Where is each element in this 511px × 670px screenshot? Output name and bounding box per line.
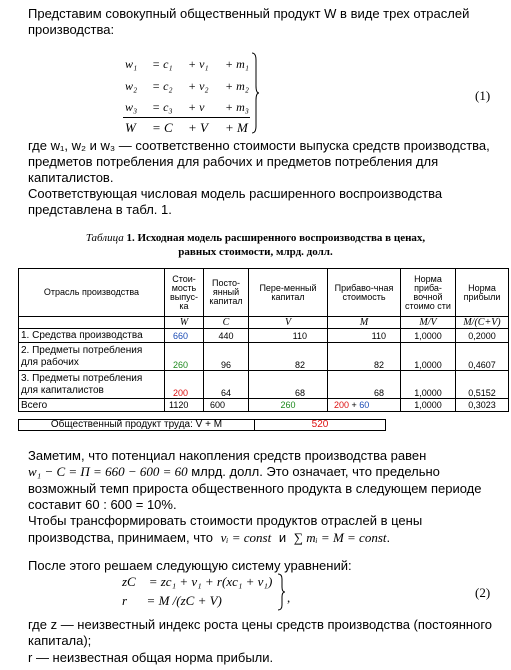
row2-mcv: 0,4607	[456, 343, 509, 371]
unit-m: M	[328, 317, 401, 329]
sys1-r1-c2: + v₂	[188, 79, 209, 93]
para2-line-3: возможный темп прироста общественного продукта в следующем периоде	[28, 481, 482, 496]
unit-w: W	[165, 317, 204, 329]
row1-label: 1. Средства производства	[19, 329, 165, 343]
equation-2-comma: ,	[287, 590, 291, 605]
row1-mv: 1,0000	[401, 329, 456, 343]
para2-line-2-rest: млрд. долл. Это означает, что предельно	[187, 464, 440, 479]
table-1	[18, 268, 509, 412]
table-row	[19, 343, 509, 371]
para2-formula-sum: ∑ mᵢ = M = const	[293, 530, 387, 545]
sys1-r3-c3: + M	[225, 120, 248, 135]
para2-line-6	[28, 530, 390, 546]
para2-line-5: Чтобы трансформировать стоимости продуктов отраслей в цены	[28, 513, 423, 528]
para4-line-3: r — неизвестная общая норма прибыли.	[28, 650, 274, 665]
total-label: Всего	[19, 399, 165, 412]
table-header-row	[19, 269, 509, 317]
sys1-r2-c1: = c₃	[152, 100, 173, 114]
para2-formula: w₁ − C = П = 660 − 600 = 60	[28, 464, 188, 479]
table-caption-prefix: Таблица	[85, 232, 124, 244]
total-m-blue: 60	[359, 400, 370, 410]
equation-number-2: (2)	[475, 585, 491, 600]
sys1-brace	[250, 52, 260, 134]
row3-label: 3. Предметы потребления для капиталистов	[19, 371, 165, 399]
unit-empty	[19, 317, 165, 329]
unit-v: V	[249, 317, 328, 329]
after1-line-4: Соответствующая числовая модель расширенного воспроизводства	[28, 186, 443, 201]
total-mv: 1,0000	[401, 399, 456, 412]
row3-w: 200	[165, 371, 204, 399]
total-m-red: 200	[334, 400, 350, 410]
row1-w: 660	[165, 329, 204, 343]
table-units-row	[19, 317, 509, 329]
row3-m: 68	[328, 371, 401, 399]
intro-line-1: Представим совокупный общественный продукт W в виде трех отраслей	[28, 6, 470, 21]
total-w: 1120	[165, 399, 204, 412]
row1-m: 110	[328, 329, 401, 343]
header-output-value: Стои-мость выпус-ка	[165, 269, 204, 317]
para2-period: .	[386, 530, 391, 545]
sys1-r0-c0: w₁	[125, 57, 138, 71]
equation-2-line-1: zC = zc₁ + v₁ + r(xc₁ + v₁)	[122, 574, 273, 589]
sys1-r0-c1: = c₁	[152, 57, 173, 71]
row1-mcv: 0,2000	[456, 329, 509, 343]
row2-m: 82	[328, 343, 401, 371]
table-caption-line-2: равных стоимости, млрд. долл.	[178, 246, 333, 258]
row2-c: 96	[204, 343, 249, 371]
sys1-r1-c1: = c₂	[152, 79, 173, 93]
after1-line-2: предметов потребления для рабочих и предметов потребления для	[28, 154, 439, 169]
sys1-r1-c0: w₂	[125, 79, 138, 93]
unit-mv: M/V	[401, 317, 456, 329]
sys1-r2-c3: + m₃	[225, 100, 249, 114]
sys2-brace	[276, 573, 286, 611]
social-product-value: 520	[255, 419, 386, 431]
sys1-r3-c1: = C	[152, 120, 173, 135]
sys1-r0-c2: + v₁	[188, 57, 209, 71]
header-profit-rate: Норма прибыли	[456, 269, 509, 317]
row2-w: 260	[165, 343, 204, 371]
row3-v: 68	[249, 371, 328, 399]
sys1-r2-c0: w₃	[125, 100, 138, 114]
header-surplus-rate: Норма приба-вочной стоимо сти	[401, 269, 456, 317]
para4-line-1: где z — неизвестный индекс роста цены средств производства (постоянного	[28, 617, 493, 632]
table-row	[19, 329, 509, 343]
header-constant-capital: Посто-янный капитал	[204, 269, 249, 317]
unit-mcv: M/(C+V)	[456, 317, 509, 329]
table-caption-title: 1. Исходная модель расширенного воспроизводства в ценах,	[126, 232, 426, 244]
table-row-total	[19, 399, 509, 412]
total-m-plus: +	[349, 400, 360, 410]
row3-c: 64	[204, 371, 249, 399]
sys1-r3-c0: W	[125, 120, 136, 135]
row3-mv: 1,0000	[401, 371, 456, 399]
after1-line-3: капиталистов.	[28, 170, 114, 185]
sys1-sum-line	[123, 117, 250, 118]
total-c: 600	[204, 399, 249, 412]
equation-number-1: (1)	[475, 88, 491, 103]
row1-v: 110	[249, 329, 328, 343]
header-variable-capital: Пере-менный капитал	[249, 269, 328, 317]
para3-line-1: После этого решаем следующую систему уравнений:	[28, 558, 352, 573]
para4-line-2: капитала);	[28, 633, 92, 648]
row2-mv: 1,0000	[401, 343, 456, 371]
intro-line-2: производства:	[28, 22, 115, 37]
para2-line-4: составит 60 : 600 = 10%.	[28, 497, 177, 512]
header-branch: Отрасль производства	[19, 269, 165, 317]
para2-line-6-text: производства, принимаем, что	[28, 530, 214, 545]
social-product-label: Общественный продукт труда: V + M	[18, 419, 255, 431]
sys1-r2-c2: + v	[188, 100, 205, 114]
para2-and: и	[278, 530, 287, 545]
row1-c: 440	[204, 329, 249, 343]
para2-line-2	[28, 464, 440, 480]
total-v: 260	[249, 399, 328, 412]
header-surplus-value: Прибаво-чная стоимость	[328, 269, 401, 317]
table-caption	[0, 231, 511, 245]
after1-line-1: где w₁, w₂ и w₃ — соответственно стоимости выпуска средств производства,	[28, 138, 490, 153]
equation-2-line-2: r = M /(zC + V)	[122, 593, 222, 608]
unit-c: C	[204, 317, 249, 329]
row3-mcv: 0,5152	[456, 371, 509, 399]
row2-label: 2. Предметы потребления для рабочих	[19, 343, 165, 371]
total-m	[328, 399, 401, 412]
sys1-r3-c2: + V	[188, 120, 208, 135]
sys1-r0-c3: + m₁	[225, 57, 249, 71]
para2-formula-v: vᵢ = const	[220, 530, 272, 545]
sys1-r1-c3: + m₂	[225, 79, 249, 93]
total-mcv: 0,3023	[456, 399, 509, 412]
table-row	[19, 371, 509, 399]
row2-v: 82	[249, 343, 328, 371]
after1-line-5: представлена в табл. 1.	[28, 202, 172, 217]
para2-line-1: Заметим, что потенциал накопления средств производства равен	[28, 448, 427, 463]
